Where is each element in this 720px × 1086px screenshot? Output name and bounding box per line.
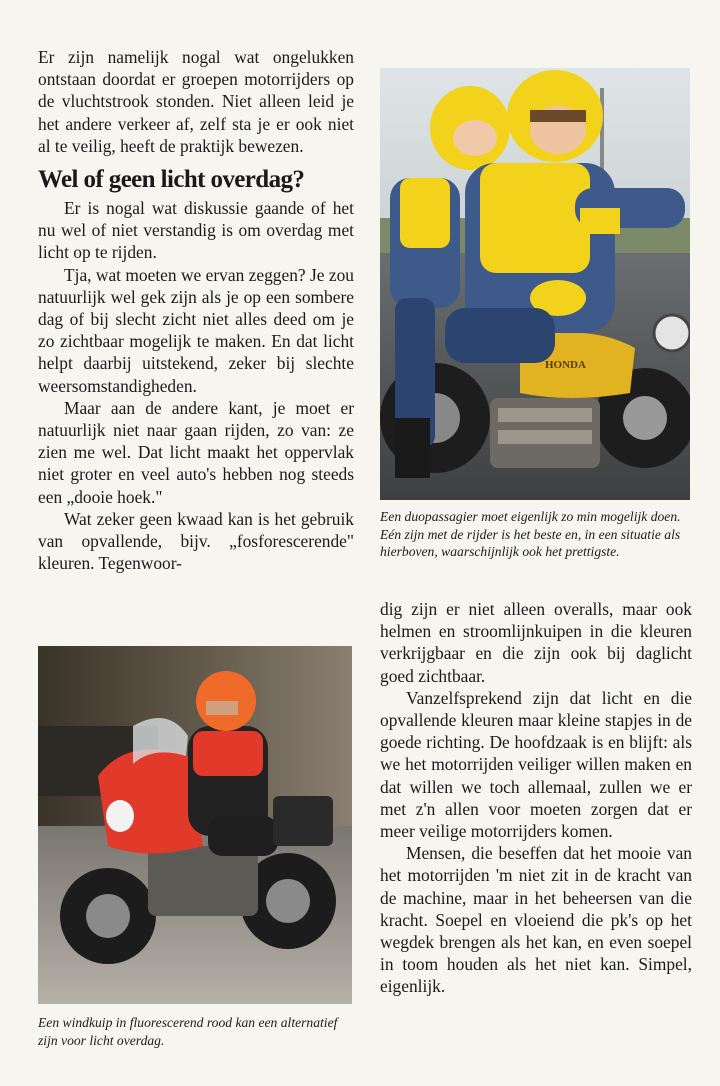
headlight — [654, 315, 690, 351]
paragraph-4-start: Wat zeker geen kwaad kan is het gebruik van opvallende, bijv. „fosforescerende" kleuren. Tegenwoor- — [38, 508, 354, 574]
section-heading: Wel of geen licht overdag? — [38, 166, 305, 194]
paragraph-2: Tja, wat moeten we ervan zeggen? Je zou natuurlijk wel gek zijn als je op een sombere dag of bij slecht zicht niet alles deed om je zo zichtbaar mogelijk te maken. En dat licht helpt daarbij uitstekend, zeker bij slechte weersomstandigheden. — [38, 264, 354, 396]
duo-riders-illustration — [380, 68, 690, 500]
red-fairing-illustration — [38, 646, 352, 1004]
paragraph-3: Maar aan de andere kant, je moet er natuurlijk niet naar gaan rijden, zo van: ze zien me wel. Dat licht maakt het oppervlak niet groter en veel auto's hebben nog steeds een „dooie hoek." — [38, 397, 354, 507]
caption-top-photo: Een duopassagier moet eigenlijk zo min mogelijk doen. Eén zijn met de rijder is het beste en, in een situatie als hierboven, waarschijnlijk ook het prettigste. — [380, 509, 681, 559]
intro-paragraph: Er zijn namelijk nogal wat ongelukken ontstaan doordat er groepen motorrijders op de vluchtstrook stonden. Niet alleen leid je het andere verkeer af, zelf sta je er ook niet al te veilig, heeft de praktijk bewezen. — [38, 47, 354, 156]
saddlebag — [273, 796, 333, 846]
photo-duo-riders — [380, 68, 690, 500]
right-column — [380, 598, 692, 998]
headlight — [106, 800, 134, 832]
rider-leg — [208, 816, 278, 856]
paragraph-1: Er is nogal wat diskussie gaande of het nu wel of niet verstandig is om overdag met licht op te rijden. — [38, 198, 354, 263]
rider-vest — [193, 731, 263, 776]
red-fairing — [98, 749, 203, 853]
brand-logo: HONDA — [545, 359, 586, 371]
engine — [148, 846, 258, 916]
rider-leg — [445, 308, 555, 363]
paragraph-4-end: dig zijn er niet alleen overalls, maar ook helmen en stroomlijnkuipen in die kleuren verkrijgbaar en die zijn ook bij daglicht goed zichtbaar. — [380, 599, 692, 686]
paragraph-5: Vanzelfsprekend zijn dat licht en die opvallende kleuren maar kleine stapjes in de goede richting. De hoofdzaak is en blijft: als we het motorrijden veiliger willen maken en dat willen we toch allemaal, zullen we er met z'n allen voor moeten zorgen dat er meer veilige motorrijders komen. — [380, 687, 692, 842]
photo-red-fairing — [38, 646, 352, 1004]
caption-bottom-photo: Een windkuip in fluorescerend rood kan een alternatief zijn voor licht overdag. — [38, 1015, 338, 1048]
passenger-boot — [395, 418, 430, 478]
paragraph-6: Mensen, die beseffen dat het mooie van het motorrijden 'm niet zit in de kracht van de machine, maar in het beheersen van die kracht. Soepel en vloeiend die pk's op het wegdek brengen als het kan, en even soepel in toom houden als het niet kan. Simpel, eigenlijk. — [380, 843, 692, 997]
left-column — [38, 46, 354, 574]
